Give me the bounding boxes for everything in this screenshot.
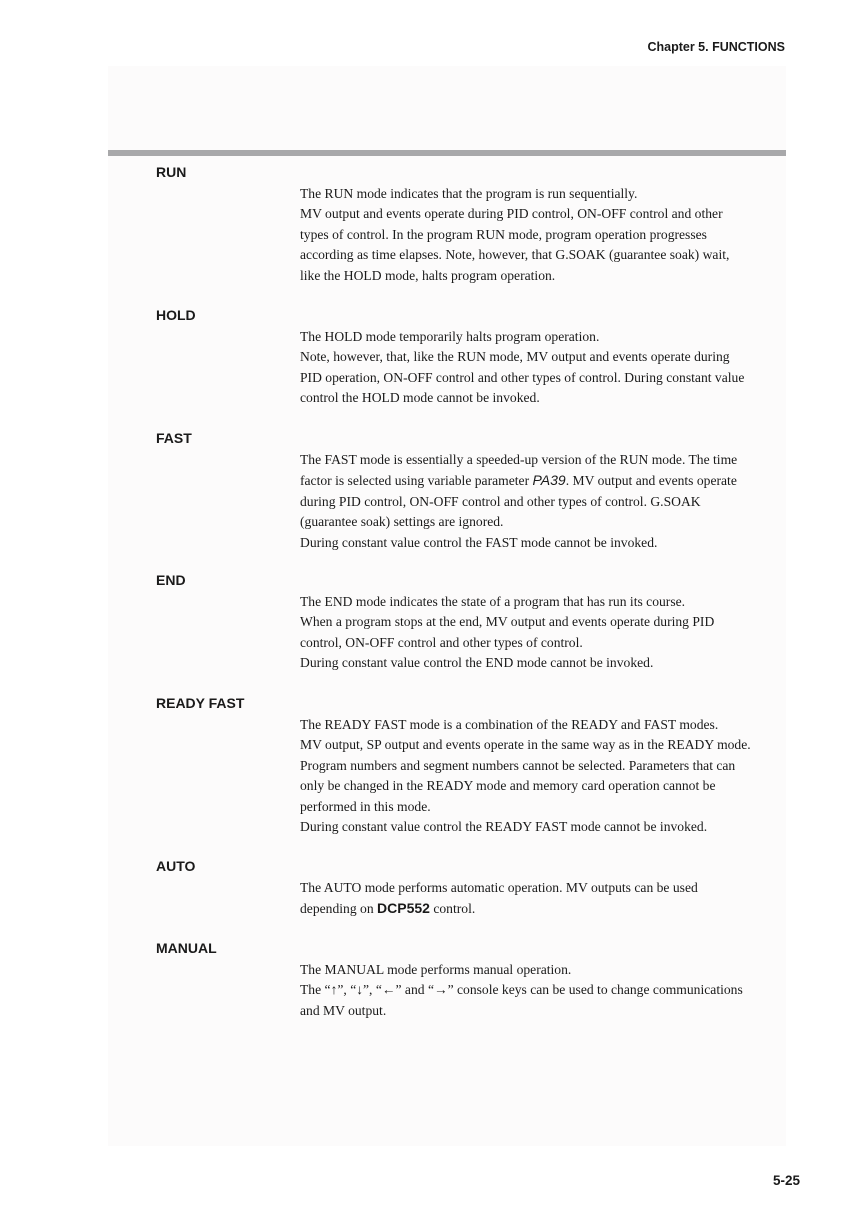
description-line: (guarantee soak) settings are ignored. bbox=[300, 514, 504, 530]
description-line bbox=[300, 898, 800, 919]
description-line: MV output, SP output and events operate in the same way as in the READY mode. bbox=[300, 737, 751, 753]
mode-description-manual bbox=[300, 960, 800, 1021]
description-line: MV output and events operate during PID control, ON-OFF control and other bbox=[300, 206, 723, 222]
description-line: During constant value control the READY FAST mode cannot be invoked. bbox=[300, 819, 708, 835]
description-line: PID operation, ON-OFF control and other types of control. During constant value bbox=[300, 369, 745, 385]
description-line: The END mode indicates the state of a program that has run its course. bbox=[300, 594, 686, 609]
mode-term-end: END bbox=[156, 572, 186, 588]
parameter-code: PA39 bbox=[532, 472, 566, 489]
mode-description-auto bbox=[300, 878, 800, 920]
mode-term-manual: MANUAL bbox=[156, 940, 217, 956]
description-line: The HOLD mode temporarily halts program operation. bbox=[300, 329, 600, 344]
product-name: DCP552 bbox=[377, 900, 430, 917]
description-line: only be changed in the READY mode and memory card operation cannot be bbox=[300, 778, 716, 794]
description-text: . MV output and events operate bbox=[565, 473, 737, 489]
description-line: control, ON-OFF control and other types of control. bbox=[300, 634, 583, 650]
description-line: The MANUAL mode performs manual operation. bbox=[300, 962, 572, 977]
chapter-header: Chapter 5. FUNCTIONS bbox=[647, 40, 785, 54]
mode-description-hold bbox=[300, 327, 800, 409]
description-line: according as time elapses. Note, however, that G.SOAK (guarantee soak) wait, bbox=[300, 247, 730, 263]
mode-term-ready-fast: READY FAST bbox=[156, 695, 245, 711]
section-rule bbox=[108, 150, 786, 156]
description-line: like the HOLD mode, halts program operation. bbox=[300, 267, 556, 283]
description-line: The FAST mode is essentially a speeded-up version of the RUN mode. The time bbox=[300, 452, 738, 467]
mode-term-fast: FAST bbox=[156, 430, 192, 446]
description-line: Program numbers and segment numbers cannot be selected. Parameters that can bbox=[300, 757, 736, 773]
mode-description-fast bbox=[300, 450, 800, 553]
mode-description-ready-fast bbox=[300, 715, 800, 837]
description-line bbox=[300, 470, 800, 491]
description-line: The READY FAST mode is a combination of the READY and FAST modes. bbox=[300, 717, 719, 732]
mode-term-auto: AUTO bbox=[156, 858, 196, 874]
description-line: Note, however, that, like the RUN mode, MV output and events operate during bbox=[300, 349, 730, 365]
page-number: 5-25 bbox=[772, 1173, 800, 1188]
mode-description-run bbox=[300, 184, 800, 286]
description-text: depending on bbox=[300, 901, 378, 917]
description-line: During constant value control the END mode cannot be invoked. bbox=[300, 655, 654, 671]
description-line: control the HOLD mode cannot be invoked. bbox=[300, 390, 540, 406]
description-line: The “↑”, “↓”, “←” and “→” console keys can be used to change communications bbox=[300, 982, 743, 998]
description-line: performed in this mode. bbox=[300, 798, 431, 814]
description-text: control. bbox=[429, 901, 476, 917]
description-line: When a program stops at the end, MV output and events operate during PID bbox=[300, 614, 715, 630]
description-line: During constant value control the FAST mode cannot be invoked. bbox=[300, 534, 658, 550]
description-line: The AUTO mode performs automatic operation. MV outputs can be used bbox=[300, 880, 698, 895]
description-line: and MV output. bbox=[300, 1002, 387, 1018]
mode-term-run: RUN bbox=[156, 164, 187, 180]
description-line: The RUN mode indicates that the program is run sequentially. bbox=[300, 186, 638, 201]
description-line: during PID control, ON-OFF control and other types of control. G.SOAK bbox=[300, 493, 701, 509]
mode-term-hold: HOLD bbox=[156, 307, 196, 323]
description-line: types of control. In the program RUN mode, program operation progresses bbox=[300, 226, 707, 242]
description-text: factor is selected using variable parameter bbox=[300, 473, 533, 489]
mode-description-end bbox=[300, 592, 800, 674]
